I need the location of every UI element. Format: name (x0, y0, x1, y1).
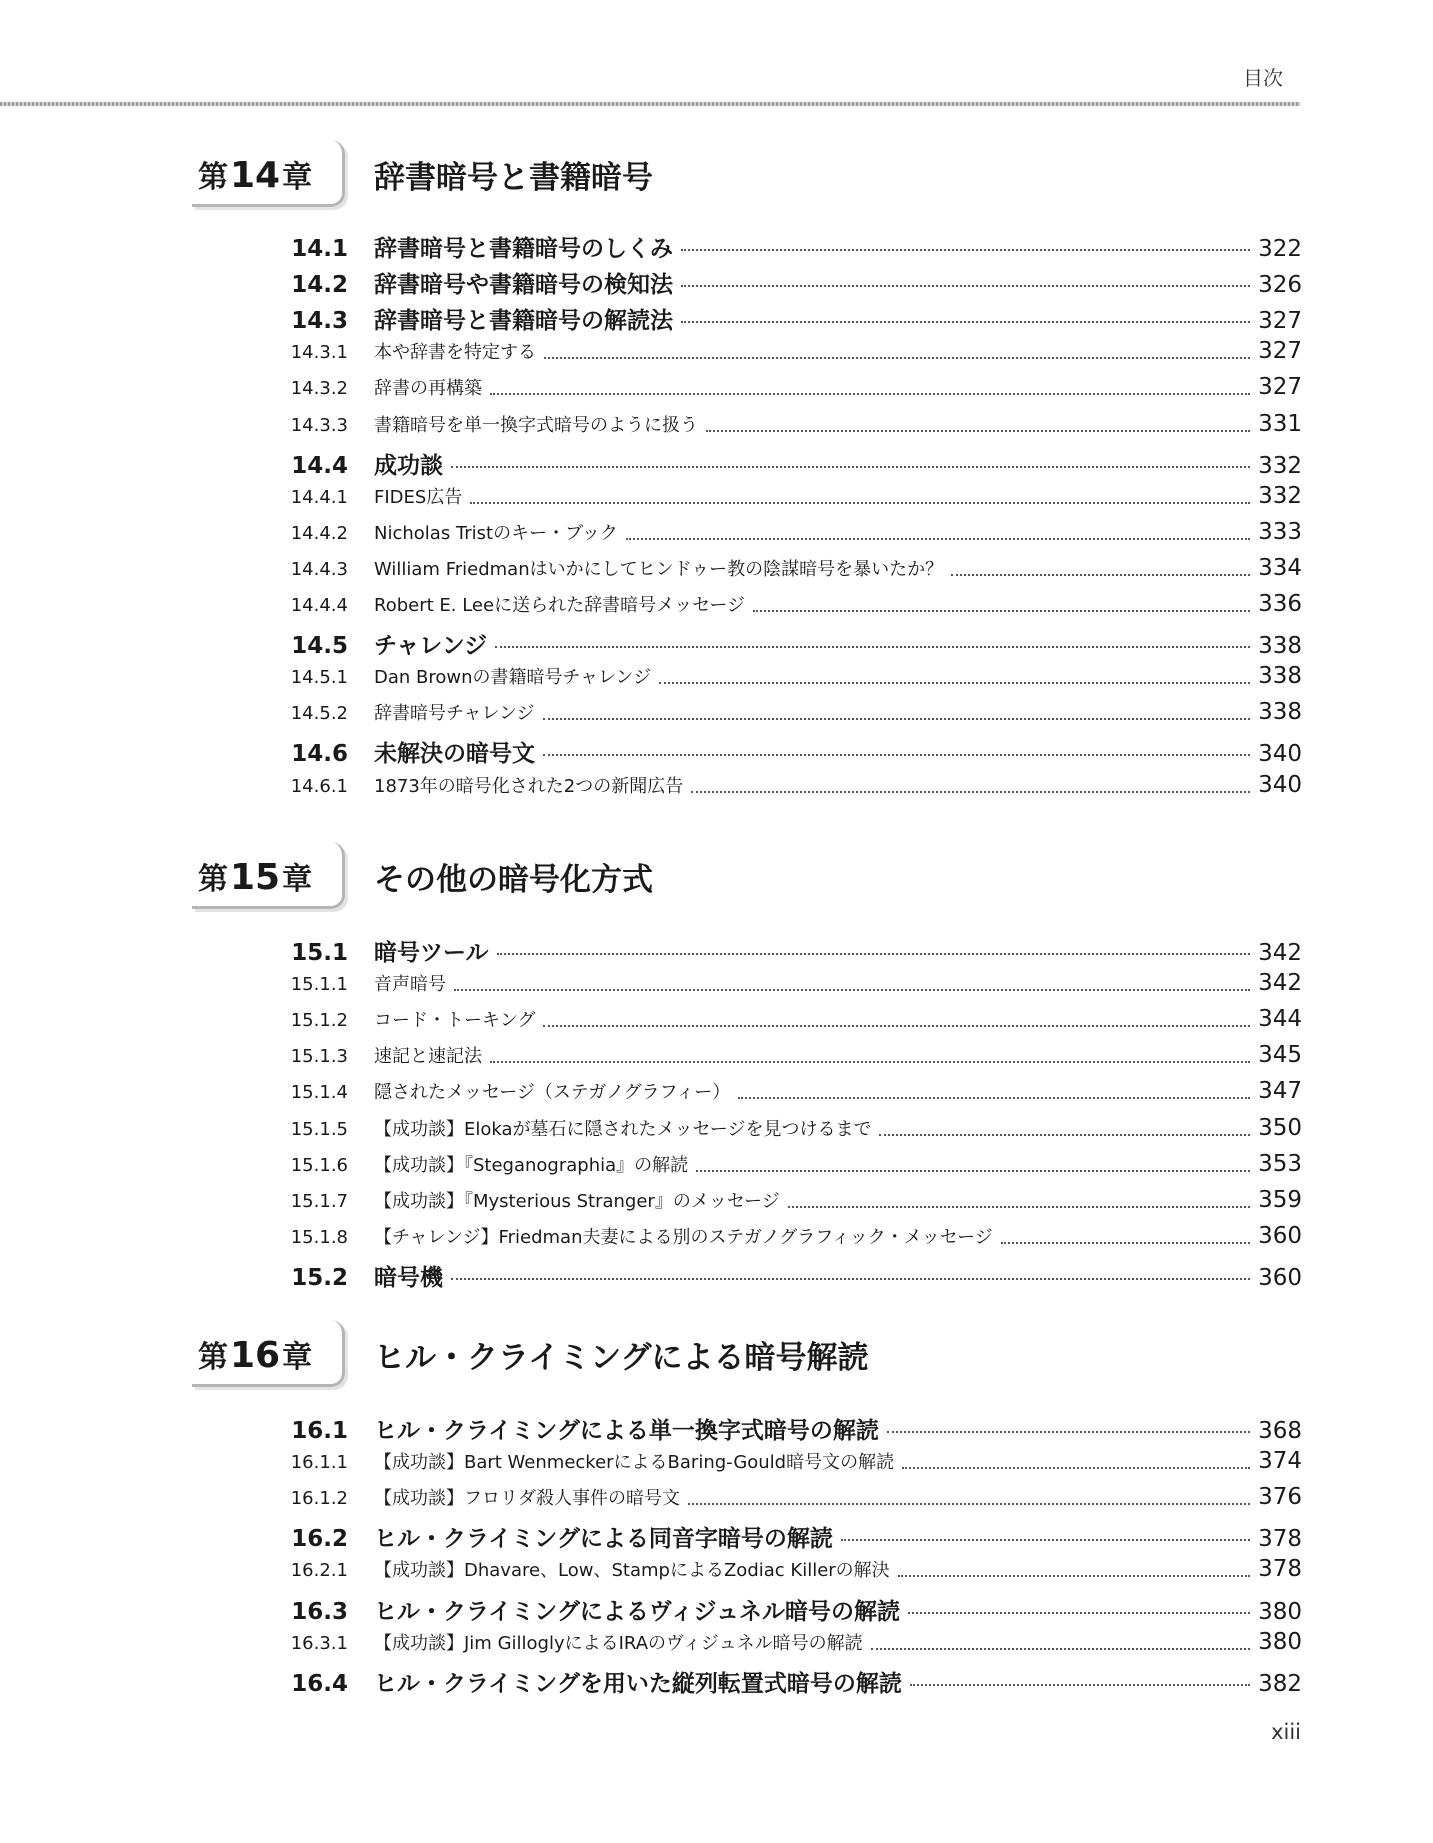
chapter-label-post: 章 (282, 160, 313, 195)
page-number: xiii (1271, 1720, 1301, 1744)
toc-entry-page: 378 (1258, 1526, 1302, 1553)
chapter-title[interactable]: ヒル・クライミングによる暗号解読 (374, 1340, 869, 1376)
toc-entry-page: 360 (1258, 1264, 1302, 1291)
toc-section-entry[interactable] (280, 1593, 1302, 1627)
toc-entry-title: 暗号機 (374, 1264, 443, 1291)
chapter-title[interactable]: 辞書暗号と書籍暗号 (374, 160, 653, 196)
toc-leader-dots (902, 1467, 1250, 1469)
toc-entry-page: 327 (1258, 374, 1302, 401)
toc-subsection-entry[interactable] (280, 699, 1302, 733)
toc-subsection-entry[interactable] (280, 772, 1302, 806)
toc-entry-title: 【成功談】Elokaが墓石に隠されたメッセージを見つけるまで (374, 1118, 872, 1140)
toc-subsection-entry[interactable] (280, 1629, 1302, 1663)
toc-entry-number: 15.1.1 (290, 974, 348, 996)
toc-leader-dots (543, 1025, 1250, 1027)
toc-leader-dots (490, 393, 1250, 395)
toc-entry-title: 【成功談】『Steganographia』の解読 (374, 1154, 689, 1176)
toc-subsection-entry[interactable] (280, 1042, 1302, 1076)
toc-entry-number: 15.1 (291, 940, 348, 966)
toc-entry-number: 15.1.4 (290, 1082, 348, 1104)
toc-entry-title: 辞書暗号や書籍暗号の検知法 (374, 272, 673, 299)
toc-subsection-entry[interactable] (280, 411, 1302, 445)
chapter-number: 16 (230, 1335, 281, 1376)
toc-entry-page: 345 (1258, 1042, 1302, 1069)
toc-entry-page: 378 (1258, 1556, 1302, 1583)
toc-entry-title: 辞書暗号と書籍暗号のしくみ (374, 236, 673, 262)
chapter-label-post: 章 (282, 1340, 313, 1375)
toc-section-entry[interactable] (280, 230, 1302, 264)
toc-subsection-entry[interactable] (280, 338, 1302, 372)
toc-leader-dots (681, 321, 1250, 323)
toc-entry-number: 14.5.2 (290, 703, 348, 725)
toc-entry-page: 327 (1258, 308, 1302, 335)
toc-leader-dots (706, 430, 1250, 432)
toc-subsection-entry[interactable] (280, 1006, 1302, 1040)
toc-entry-page: 353 (1258, 1150, 1302, 1177)
toc-entry-title: 【成功談】Dhavare、Low、StampによるZodiac Killerの解決 (374, 1560, 890, 1582)
toc-subsection-entry[interactable] (280, 1223, 1302, 1257)
toc-entry-number: 14.2 (291, 272, 348, 299)
toc-entry-number: 15.1.8 (290, 1226, 348, 1248)
toc-entry-title: 音声暗号 (374, 974, 446, 996)
chapter-label-post: 章 (282, 862, 313, 897)
toc-entry-number: 14.4.3 (290, 558, 348, 580)
toc-entry-page: 334 (1258, 554, 1302, 581)
toc-entry-page: 338 (1258, 699, 1302, 726)
toc-entry-title: 【成功談】『Mysterious Stranger』のメッセージ (374, 1190, 780, 1212)
toc-entry-title: ヒル・クライミングによる単一換字式暗号の解読 (374, 1418, 879, 1444)
toc-leader-dots (871, 1648, 1250, 1650)
toc-leader-dots (738, 1097, 1250, 1099)
toc-entry-title: 隠されたメッセージ（ステガノグラフィー） (374, 1082, 731, 1104)
toc-entry-page: 347 (1258, 1078, 1302, 1105)
toc-leader-dots (691, 791, 1250, 793)
toc-entry-page: 380 (1258, 1628, 1302, 1655)
toc-leader-dots (659, 682, 1250, 684)
toc-entry-title: 【成功談】フロリダ殺人事件の暗号文 (374, 1488, 680, 1510)
toc-section-entry[interactable] (280, 302, 1302, 336)
toc-leader-dots (497, 953, 1250, 955)
toc-entry-number: 15.1.7 (290, 1190, 348, 1212)
toc-leader-dots (543, 754, 1250, 756)
toc-entry-number: 15.1.6 (290, 1154, 348, 1176)
toc-section-entry[interactable] (280, 1665, 1302, 1699)
toc-entry-number: 14.4.4 (290, 595, 348, 616)
chapter-heading (192, 1320, 1302, 1390)
toc-entry-title: William Friedmanはいかにしてヒンドゥー教の陰謀暗号を暴いたか？ (374, 558, 944, 580)
toc-entry-page: 340 (1258, 741, 1302, 768)
toc-leader-dots (887, 1431, 1250, 1433)
toc-entry-page: 342 (1258, 970, 1302, 997)
toc-section-entry[interactable] (280, 1259, 1302, 1293)
toc-entry-page: 382 (1258, 1670, 1302, 1697)
toc-entry-number: 14.6 (291, 741, 348, 768)
toc-entry-page: 338 (1258, 663, 1302, 690)
toc-entry-number: 14.3.2 (290, 378, 348, 400)
toc-leader-dots (753, 610, 1250, 612)
toc-entry-page: 359 (1258, 1186, 1302, 1213)
toc-entry-title: 1873年の暗号化された2つの新聞広告 (374, 775, 684, 797)
toc-section-entry[interactable] (280, 1412, 1302, 1446)
toc-entry-number: 16.1 (291, 1418, 348, 1444)
toc-entry-title: ヒル・クライミングによるヴィジュネル暗号の解読 (374, 1598, 901, 1625)
chapter-number: 15 (230, 857, 281, 898)
toc-entry-title: Robert E. Leeに送られた辞書暗号メッセージ (374, 595, 745, 616)
toc-subsection-entry[interactable] (280, 1151, 1302, 1185)
toc-entry-page: 322 (1258, 236, 1302, 262)
toc-leader-dots (681, 249, 1250, 251)
toc-entry-title: ヒル・クライミングを用いた縦列転置式暗号の解読 (374, 1670, 902, 1697)
toc-leader-dots (626, 538, 1250, 540)
toc-entry-page: 350 (1258, 1114, 1302, 1141)
toc-entry-title: 本や辞書を特定する (374, 342, 536, 364)
toc-entry-title: ヒル・クライミングによる同音字暗号の解読 (374, 1526, 833, 1553)
toc-leader-dots (688, 1503, 1250, 1505)
toc-leader-dots (681, 285, 1250, 287)
toc-entry-title: 辞書暗号と書籍暗号の解読法 (374, 308, 673, 335)
toc-leader-dots (451, 466, 1250, 468)
toc-entry-number: 16.3.1 (290, 1632, 348, 1654)
toc-subsection-entry[interactable] (280, 1556, 1302, 1590)
toc-section-entry[interactable] (280, 735, 1302, 769)
toc-section-entry[interactable] (280, 447, 1302, 481)
toc-entry-title: 辞書の再構築 (374, 378, 482, 400)
chapter-number: 14 (230, 155, 281, 196)
toc-leader-dots (1001, 1242, 1250, 1244)
toc-entry-number: 15.1.2 (290, 1010, 348, 1032)
toc-leader-dots (788, 1206, 1250, 1208)
toc-entry-page: 344 (1258, 1006, 1302, 1033)
toc-subsection-entry[interactable] (280, 1448, 1302, 1482)
toc-subsection-entry[interactable] (280, 483, 1302, 517)
toc-leader-dots (879, 1134, 1250, 1136)
toc-leader-dots (451, 1278, 1250, 1280)
toc-entry-title: Nicholas Tristのキー・ブック (374, 522, 618, 544)
toc-subsection-entry[interactable] (280, 970, 1302, 1004)
toc-subsection-entry[interactable] (280, 663, 1302, 697)
toc-entry-number: 15.1.3 (290, 1046, 348, 1068)
toc-leader-dots (543, 718, 1250, 720)
toc-entry-title: 成功談 (374, 452, 443, 479)
chapter-label-pre: 第 (198, 862, 228, 897)
toc-section-entry[interactable] (280, 266, 1302, 300)
toc-leader-dots (910, 1684, 1250, 1686)
toc-entry-page: 340 (1258, 771, 1302, 798)
toc-entry-page: 374 (1258, 1448, 1302, 1475)
chapter-label (198, 1332, 312, 1376)
toc-subsection-entry[interactable] (280, 591, 1302, 625)
toc-entry-title: 未解決の暗号文 (374, 741, 535, 768)
toc-entry-page: 342 (1258, 940, 1302, 966)
toc-entry-title: チャレンジ (374, 633, 488, 660)
toc-entry-number: 16.1.2 (290, 1488, 348, 1510)
toc-entry-title: Dan Brownの書籍暗号チャレンジ (374, 667, 652, 689)
toc-entry-page: 338 (1258, 633, 1302, 660)
toc-section-entry[interactable] (280, 1520, 1302, 1554)
toc-entry-page: 380 (1258, 1598, 1302, 1625)
toc-subsection-entry[interactable] (280, 519, 1302, 553)
toc-leader-dots (490, 1061, 1250, 1063)
toc-entry-title: 書籍暗号を単一換字式暗号のように扱う (374, 414, 698, 436)
toc-subsection-entry[interactable] (280, 1484, 1302, 1518)
toc-leader-dots (470, 502, 1250, 504)
toc-entry-page: 332 (1258, 482, 1302, 509)
toc-entry-number: 16.2.1 (290, 1560, 348, 1582)
toc-subsection-entry[interactable] (280, 555, 1302, 589)
chapter-heading (192, 140, 1302, 210)
toc-section-entry[interactable] (280, 627, 1302, 661)
toc-leader-dots (454, 989, 1250, 991)
toc-entry-number: 14.5.1 (290, 667, 348, 689)
toc-subsection-entry[interactable] (280, 374, 1302, 408)
toc-subsection-entry[interactable] (280, 1187, 1302, 1221)
toc-entry-number: 14.1 (291, 236, 348, 262)
toc-entry-number: 16.1.1 (290, 1452, 348, 1474)
toc-entry-number: 15.1.5 (290, 1118, 348, 1140)
toc-entry-title: 暗号ツール (374, 940, 489, 966)
toc-subsection-entry[interactable] (280, 1078, 1302, 1112)
toc-entry-page: 336 (1258, 591, 1302, 617)
toc-entry-title: 【成功談】Bart WenmeckerによるBaring-Gould暗号文の解読 (374, 1452, 895, 1474)
toc-leader-dots (696, 1170, 1250, 1172)
header-rule (0, 102, 1300, 106)
toc-leader-dots (908, 1612, 1250, 1614)
toc-entry-page: 332 (1258, 452, 1302, 479)
toc-entry-number: 16.3 (291, 1598, 348, 1625)
toc-entry-page: 333 (1258, 518, 1302, 545)
toc-entry-number: 16.4 (291, 1670, 348, 1697)
toc-entry-page: 360 (1258, 1222, 1302, 1249)
toc-leader-dots (951, 574, 1250, 576)
chapter-label (198, 152, 312, 196)
toc-leader-dots (841, 1539, 1250, 1541)
toc-entry-number: 14.4 (291, 452, 348, 479)
toc-entry-number: 16.2 (291, 1526, 348, 1553)
toc-entry-number: 14.3.1 (290, 342, 348, 364)
toc-entry-number: 15.2 (291, 1264, 348, 1291)
toc-entry-page: 327 (1258, 338, 1302, 365)
toc-entry-title: コード・トーキング (374, 1010, 536, 1032)
chapter-title[interactable]: その他の暗号化方式 (374, 862, 653, 898)
toc-section-entry[interactable] (280, 934, 1302, 968)
toc-entry-title: 速記と速記法 (374, 1046, 482, 1068)
chapter-label-pre: 第 (198, 1340, 228, 1375)
toc-entry-number: 14.4.2 (290, 522, 348, 544)
running-header-title: 目次 (1243, 66, 1283, 90)
toc-entry-page: 368 (1258, 1418, 1302, 1444)
toc-leader-dots (544, 357, 1250, 359)
toc-entry-title: 辞書暗号チャレンジ (374, 703, 535, 725)
toc-entry-page: 376 (1258, 1484, 1302, 1511)
toc-subsection-entry[interactable] (280, 1115, 1302, 1149)
toc-leader-dots (495, 646, 1250, 648)
toc-entry-number: 14.4.1 (290, 486, 348, 508)
toc-entry-page: 331 (1258, 410, 1302, 437)
toc-leader-dots (898, 1575, 1250, 1577)
toc-entry-number: 14.6.1 (290, 775, 348, 797)
toc-entry-title: FIDES広告 (374, 486, 463, 508)
chapter-label-pre: 第 (198, 160, 228, 195)
toc-entry-number: 14.3.3 (290, 414, 348, 436)
chapter-heading (192, 842, 1302, 912)
toc-entry-page: 326 (1258, 272, 1302, 299)
toc-entry-title: 【チャレンジ】Friedman夫妻による別のステガノグラフィック・メッセージ (374, 1226, 993, 1248)
chapter-label (198, 854, 312, 898)
toc-entry-number: 14.5 (291, 633, 348, 660)
toc-entry-number: 14.3 (291, 308, 348, 335)
toc-entry-title: 【成功談】Jim GilloglyによるIRAのヴィジュネル暗号の解読 (374, 1632, 863, 1654)
